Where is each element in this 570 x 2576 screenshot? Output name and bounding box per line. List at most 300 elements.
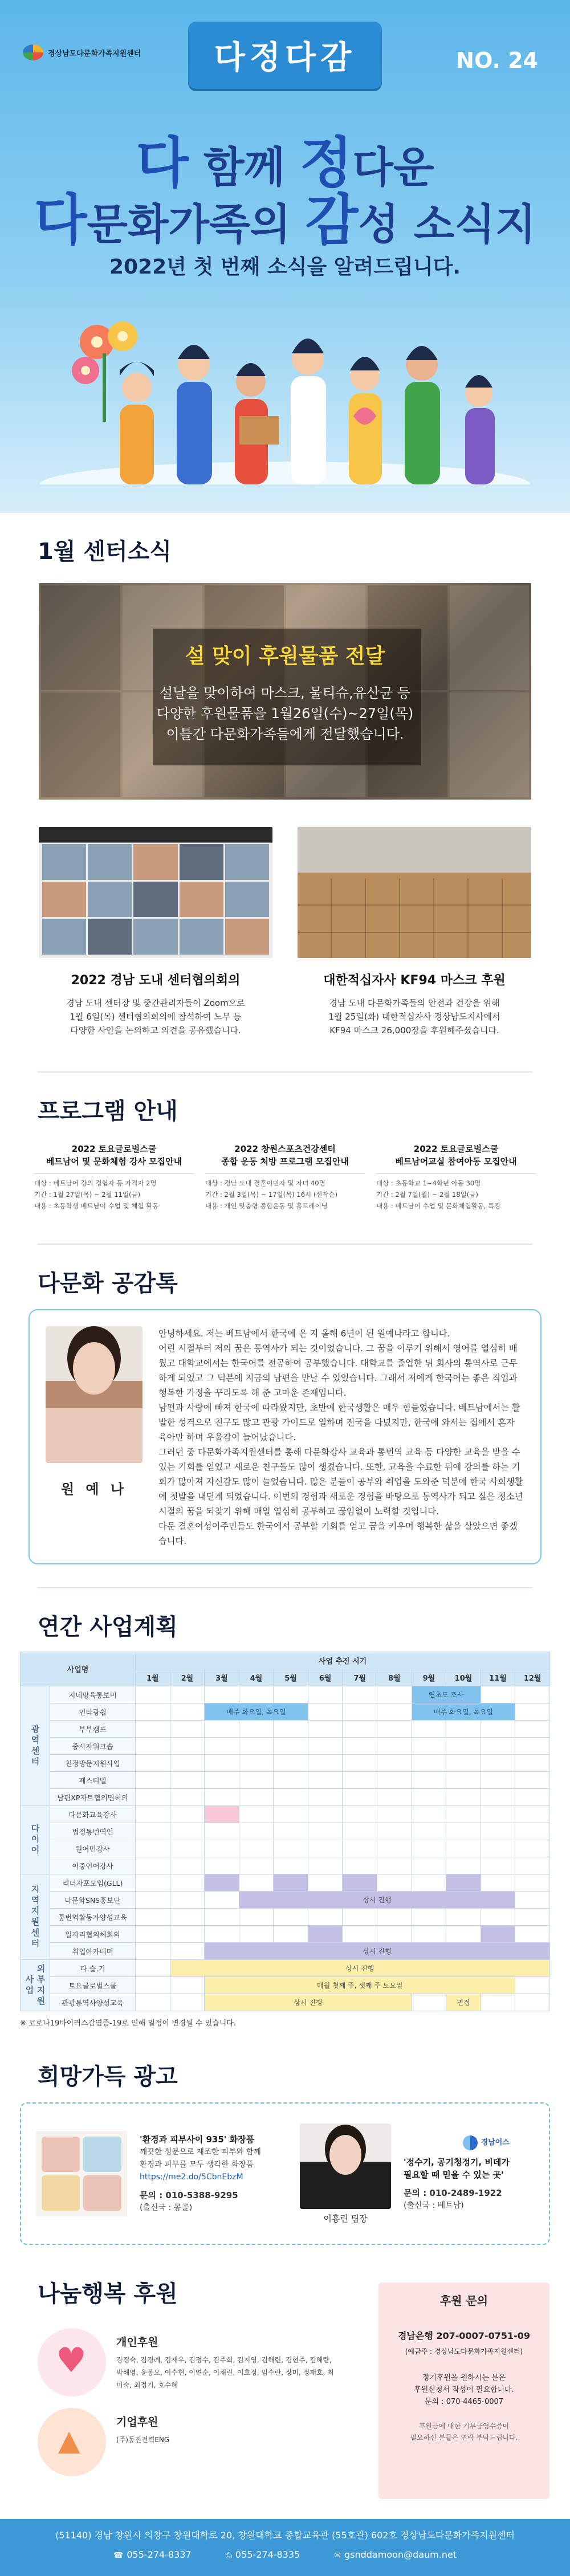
section-divider (38, 1587, 532, 1588)
schedule-empty-cell (274, 1909, 308, 1926)
schedule-header-row (21, 1652, 550, 1669)
schedule-empty-cell (136, 1806, 170, 1823)
schedule-empty-cell (481, 1755, 515, 1772)
schedule-empty-cell (481, 1994, 515, 2011)
schedule-empty-cell (205, 1686, 239, 1703)
schedule-empty-cell (274, 1857, 308, 1874)
schedule-empty-cell (274, 1789, 308, 1806)
schedule-empty-cell (343, 1789, 377, 1806)
banner-body: 설날을 맞이하여 마스크, 물티슈,유산균 등 다양한 후원물품을 1월26일(수)~27일(목) 이틀간 다문화가족들에게 전달했습니다. (156, 685, 414, 742)
schedule-program-name: 다문화교육강사 (50, 1806, 136, 1823)
schedule-empty-cell (446, 1926, 481, 1943)
schedule-empty-cell (308, 1703, 343, 1721)
schedule-period-bar: 매월 첫째 주, 셋째 주 토요일 (205, 1977, 515, 1994)
news-card-body: 경남 도내 다문화가족들의 안전과 건강을 위해 1월 25일(화) 대한적십자사 경상남도지사에서 KF94 마스크 26,000장을 후원해주셨습니다. (328, 998, 500, 1036)
schedule-empty-cell (239, 1874, 274, 1892)
schedule-program-name: 친정방문지원사업 (50, 1755, 136, 1772)
schedule-body (21, 1686, 550, 2011)
schedule-empty-cell (446, 1772, 481, 1789)
schedule-empty-cell (170, 1738, 205, 1755)
schedule-program-name: 페스티벌 (50, 1772, 136, 1789)
schedule-row (21, 1789, 550, 1806)
bank-account: 경남은행 207-0007-0751-09 (397, 2330, 531, 2341)
schedule-row (21, 1977, 550, 1994)
schedule-empty-cell (412, 1772, 446, 1789)
schedule-empty-cell (377, 1772, 412, 1789)
schedule-category: 지역지원센터 (21, 1874, 50, 1960)
schedule-empty-cell (481, 1686, 515, 1703)
hero-header (0, 0, 570, 513)
schedule-row (21, 1772, 550, 1789)
schedule-empty-cell (136, 1977, 170, 1994)
mail-icon: ✉ (334, 2551, 341, 2560)
advertiser-name: 이홍린 팀장 (323, 2213, 368, 2224)
program-list (34, 1143, 536, 1212)
news-cards (39, 827, 531, 1037)
story-box (28, 1309, 542, 1564)
schedule-empty-cell (377, 1738, 412, 1755)
schedule-empty-cell (481, 1874, 515, 1892)
schedule-program-name: 토요글로벌스쿨 (50, 1977, 136, 1994)
schedule-row (21, 1857, 550, 1874)
month-header: 10월 (446, 1669, 481, 1686)
headline-line-2: 다문화가족의 감성 소식지 (34, 188, 536, 252)
schedule-empty-cell (481, 1823, 515, 1840)
program-item (34, 1143, 194, 1212)
org-logo (23, 44, 141, 60)
schedule-empty-cell (308, 1806, 343, 1823)
schedule-empty-cell (412, 1857, 446, 1874)
month-header: 6월 (308, 1669, 343, 1686)
schedule-section (0, 1587, 570, 2028)
schedule-empty-cell (515, 1738, 550, 1755)
schedule-empty-cell (205, 1840, 239, 1857)
schedule-empty-cell (412, 1806, 446, 1823)
schedule-empty-cell (515, 1977, 550, 1994)
schedule-empty-cell (239, 1926, 274, 1943)
schedule-empty-cell (412, 1823, 446, 1840)
schedule-empty-cell (308, 1755, 343, 1772)
schedule-empty-cell (136, 1892, 170, 1909)
schedule-period-bar: 상시 진행 (170, 1960, 549, 1977)
schedule-empty-cell (239, 1772, 274, 1789)
people-illustration (34, 296, 536, 484)
month-header: 11월 (481, 1669, 515, 1686)
schedule-empty-cell (446, 1806, 481, 1823)
schedule-program-name: 리더자포모임(GLL) (50, 1874, 136, 1892)
schedule-period-bar (205, 1806, 239, 1823)
schedule-empty-cell (308, 1909, 343, 1926)
schedule-empty-cell (515, 1926, 550, 1943)
schedule-empty-cell (412, 1738, 446, 1755)
schedule-empty-cell (274, 1823, 308, 1840)
section-divider (38, 1071, 532, 1073)
section-title-share: 나눔행복 후원 (38, 2281, 178, 2307)
schedule-empty-cell (170, 1755, 205, 1772)
schedule-row (21, 1738, 550, 1755)
schedule-empty-cell (136, 1738, 170, 1755)
program-title: 2022 창원스포츠건강센터 종합 운동 처방 프로그램 모집안내 (221, 1144, 349, 1167)
schedule-empty-cell (515, 1874, 550, 1892)
schedule-empty-cell (515, 1686, 550, 1703)
schedule-empty-cell (239, 1789, 274, 1806)
schedule-category: 광역센터 (21, 1686, 50, 1806)
schedule-program-name: 다.슬.기 (50, 1960, 136, 1977)
schedule-row (21, 1840, 550, 1857)
schedule-period-bar (343, 1874, 377, 1892)
section-title-news: 1월 센터소식 (38, 539, 172, 565)
month-header: 3월 (205, 1669, 239, 1686)
schedule-empty-cell (481, 1909, 515, 1926)
schedule-program-name: 다문화SNS홍보단 (50, 1892, 136, 1909)
schedule-row (21, 1874, 550, 1892)
schedule-empty-cell (136, 1686, 170, 1703)
schedule-empty-cell (205, 1892, 239, 1909)
month-header: 7월 (343, 1669, 377, 1686)
schedule-empty-cell (170, 1806, 205, 1823)
schedule-period-bar (274, 1874, 308, 1892)
schedule-empty-cell (515, 1857, 550, 1874)
month-header: 4월 (239, 1669, 274, 1686)
schedule-empty-cell (136, 1874, 170, 1892)
schedule-row (21, 1909, 550, 1926)
schedule-empty-cell (239, 1755, 274, 1772)
zoom-meeting-photo (39, 827, 272, 958)
schedule-empty-cell (239, 1738, 274, 1755)
schedule-row (21, 1943, 550, 1960)
schedule-empty-cell (308, 1874, 343, 1892)
footer-email[interactable]: ✉ gsnddamoon@daum.net (334, 2549, 457, 2560)
schedule-empty-cell (446, 1857, 481, 1874)
account-holder: (예금주 : 경상남도다문화가족지원센터) (405, 2347, 523, 2355)
schedule-empty-cell (205, 1789, 239, 1806)
schedule-empty-cell (136, 1703, 170, 1721)
schedule-period-bar: 상시 진행 (205, 1994, 412, 2011)
schedule-period-bar: 매주 화요일, 목요일 (205, 1703, 308, 1721)
fax-icon: ⎙ (225, 2551, 232, 2560)
schedule-row (21, 1892, 550, 1909)
heart-hand-icon (38, 2328, 106, 2396)
schedule-empty-cell (515, 1789, 550, 1806)
schedule-empty-cell (481, 1738, 515, 1755)
schedule-empty-cell (446, 1738, 481, 1755)
author-name: 원 예 나 (60, 1481, 128, 1497)
schedule-empty-cell (343, 1806, 377, 1823)
schedule-program-name: 지네망육통보미 (50, 1686, 136, 1703)
schedule-empty-cell (170, 1977, 205, 1994)
schedule-empty-cell (343, 1772, 377, 1789)
schedule-empty-cell (515, 1772, 550, 1789)
schedule-empty-cell (481, 1721, 515, 1738)
section-title-program: 프로그램 안내 (38, 1098, 178, 1124)
schedule-empty-cell (274, 1926, 308, 1943)
mask-boxes-photo (298, 827, 531, 958)
sub-headline: 2022년 첫 번째 소식을 알려드립니다. (109, 255, 461, 279)
banner-photo (39, 583, 531, 800)
program-title: 2022 토요글로벌스쿨 베트남어교실 참여아동 모집안내 (395, 1144, 517, 1167)
schedule-empty-cell (136, 1823, 170, 1840)
schedule-empty-cell (274, 1806, 308, 1823)
schedule-empty-cell (170, 1703, 205, 1721)
schedule-row (21, 1926, 550, 1943)
schedule-empty-cell (343, 1926, 377, 1943)
section-title-hope: 희망가득 광고 (38, 2064, 178, 2090)
ad-cosmetics (21, 2104, 285, 2244)
col-header-period: 사업 추진 시기 (136, 1652, 550, 1669)
ad-water-purifier (285, 2104, 549, 2244)
schedule-empty-cell (170, 1686, 205, 1703)
cosmetics-image (36, 2131, 127, 2216)
brand-title: 다정다감 (188, 22, 382, 89)
schedule-empty-cell (170, 1926, 205, 1943)
org-logo-icon (23, 44, 43, 60)
schedule-period-bar (446, 1874, 481, 1892)
schedule-empty-cell (170, 1909, 205, 1926)
center-news-section (0, 513, 570, 1037)
schedule-empty-cell (377, 1686, 412, 1703)
schedule-empty-cell (446, 1840, 481, 1857)
donation-inquiry-box (378, 2282, 549, 2499)
schedule-program-name: 통번역활동가양성교육 (50, 1909, 136, 1926)
news-card-title: 대한적십자사 KF94 마스크 후원 (323, 973, 506, 988)
ad-person (300, 2123, 391, 2224)
program-item (205, 1143, 365, 1212)
schedule-program-name: 이중언어강사 (50, 1857, 136, 1874)
schedule-table (20, 1652, 550, 2011)
schedule-program-name: 원어민강사 (50, 1840, 136, 1857)
schedule-row (21, 1686, 550, 1703)
ad-box (20, 2102, 550, 2245)
schedule-empty-cell (136, 1994, 170, 2011)
schedule-row (21, 1823, 550, 1840)
schedule-empty-cell (205, 1926, 239, 1943)
schedule-empty-cell (205, 1755, 239, 1772)
schedule-empty-cell (377, 1840, 412, 1857)
footer (0, 2519, 570, 2576)
schedule-empty-cell (446, 1789, 481, 1806)
schedule-empty-cell (412, 1789, 446, 1806)
schedule-empty-cell (446, 1909, 481, 1926)
schedule-empty-cell (377, 1806, 412, 1823)
schedule-empty-cell (239, 1823, 274, 1840)
schedule-empty-cell (343, 1823, 377, 1840)
banner-title: 설 맞이 후원물품 전달 (185, 645, 385, 668)
month-header: 8월 (377, 1669, 412, 1686)
schedule-empty-cell (412, 1926, 446, 1943)
inquiry-text: 정기후원을 원하시는 분은 후원신청서 작성이 필요합니다. 문의 : 070-4465-0007 (414, 2374, 514, 2406)
inquiry-title: 후원 문의 (439, 2294, 488, 2308)
schedule-program-name: 인타광쉽 (50, 1703, 136, 1721)
schedule-period-bar: 상시 진행 (205, 1943, 550, 1960)
schedule-empty-cell (343, 1721, 377, 1738)
schedule-empty-cell (481, 1806, 515, 1823)
schedule-empty-cell (136, 1909, 170, 1926)
schedule-empty-cell (308, 1857, 343, 1874)
schedule-row (21, 1806, 550, 1823)
schedule-empty-cell (274, 1721, 308, 1738)
schedule-empty-cell (308, 1840, 343, 1857)
brand-logo: 경남어스 (404, 2135, 510, 2150)
schedule-empty-cell (205, 1721, 239, 1738)
schedule-empty-cell (205, 1823, 239, 1840)
schedule-empty-cell (170, 1721, 205, 1738)
brand-logo-icon (463, 2135, 478, 2150)
schedule-empty-cell (377, 1755, 412, 1772)
schedule-empty-cell (308, 1823, 343, 1840)
schedule-empty-cell (170, 1943, 205, 1960)
schedule-empty-cell (377, 1823, 412, 1840)
schedule-note: ※ 코로나19바이러스감염증-19로 인해 일정이 변경될 수 있습니다. (20, 2019, 236, 2028)
schedule-empty-cell (515, 1755, 550, 1772)
program-title: 2022 토요글로벌스쿨 베트남어 및 문화체험 강사 모집안내 (46, 1144, 182, 1167)
schedule-empty-cell (343, 1703, 377, 1721)
program-section (0, 1071, 570, 1212)
schedule-empty-cell (136, 1857, 170, 1874)
schedule-empty-cell (170, 1772, 205, 1789)
schedule-empty-cell (412, 1994, 446, 2011)
schedule-program-name: 관광통역사양성교육 (50, 1994, 136, 2011)
schedule-empty-cell (343, 1738, 377, 1755)
headline-line-1: 다 함께 정다운 (136, 131, 434, 195)
story-author (46, 1326, 142, 1548)
schedule-empty-cell (377, 1874, 412, 1892)
schedule-empty-cell (308, 1738, 343, 1755)
schedule-empty-cell (170, 1789, 205, 1806)
section-title-schedule: 연간 사업계획 (38, 1614, 178, 1640)
hope-ad-section (0, 2059, 570, 2245)
section-divider (38, 1244, 532, 1245)
schedule-empty-cell (481, 1789, 515, 1806)
schedule-empty-cell (170, 1823, 205, 1840)
schedule-program-name: 취업아카데미 (50, 1943, 136, 1960)
schedule-empty-cell (377, 1857, 412, 1874)
schedule-program-name: 법정통번역인 (50, 1823, 136, 1840)
story-text: 안녕하세요. 저는 베트남에서 한국에 온 지 올해 6년이 된 원예나라고 합니다. 어린 시절부터 저의 꿈은 통역사가 되는 것이었습니다. 그 꿈을 이루기 위해서 영어를 열심히 배웠고 대학교에서는 한국어를 전공하여 공부했습니다. 대학교를 졸업한 뒤 회사의 통역사로 근무하게 되었고 그 덕분에 지금의 남편을 만날 수 있었습니다. 그래서 저에게 한국어는 좋은 직업과 행복한 가정을 꾸리도록 해 준 고마운 존재입니다. 남편과 사랑에 빠져 한국에 따라왔지만, 초반에 한국생활은 매우 힘들었습니다. 베트남에서는 활발한 성격으로 친구도 많고 관광 가이드로 일하며 전국을 다녔지만, 한국에 와서는 집에서 혼자 육아만 하며 우울감이 늘어났습니다. 그러던 중 다문화가족지원센터를 통해 다문화강사 교육과 통번역 교육 등 다양한 교육을 받을 수 있는 기회를 얻었고 새로운 친구들도 많이 생겼습니다. 또한, 교육을 수료한 뒤에 강의를 하는 기회가 많아져 자신감도 많이 늘었습니다. 많은 분들이 공부와 취업을 도와준 덕분에 한국 사회생활에 첫발을 내딛게 되었습니다. 이번의 경험과 새로운 경험을 바탕으로 통역사가 되고 싶은 청소년 시절의 꿈을 되찾기 위해 매일 열심히 공부하고 끊임없이 노력할 것입니다. 다문 결혼여성이주민들도 한국에서 공부할 기회를 얻고 꿈을 키우며 행복한 삶을 살았으면 좋겠습니다. (158, 1328, 523, 1546)
col-header-name: 사업명 (21, 1652, 136, 1686)
schedule-empty-cell (136, 1755, 170, 1772)
org-name: 경상남도다문화가족지원센터 (48, 49, 141, 58)
schedule-empty-cell (515, 1892, 550, 1909)
schedule-empty-cell (481, 1857, 515, 1874)
schedule-empty-cell (308, 1721, 343, 1738)
schedule-row (21, 1755, 550, 1772)
schedule-empty-cell (515, 1909, 550, 1926)
schedule-row (21, 1960, 550, 1977)
schedule-period-bar: 매주 화요일, 목요일 (412, 1703, 515, 1721)
schedule-empty-cell (343, 1909, 377, 1926)
schedule-empty-cell (239, 1806, 274, 1823)
schedule-period-bar: 상시 진행 (239, 1892, 515, 1909)
schedule-empty-cell (412, 1840, 446, 1857)
donor-list (38, 2328, 334, 2476)
schedule-empty-cell (377, 1703, 412, 1721)
schedule-empty-cell (343, 1840, 377, 1857)
schedule-empty-cell (136, 1943, 170, 1960)
schedule-empty-cell (515, 1721, 550, 1738)
schedule-empty-cell (239, 1857, 274, 1874)
schedule-period-bar: 면접 (446, 1994, 481, 2011)
schedule-empty-cell (412, 1755, 446, 1772)
program-details: 대상 : 베트남어 강의 경험자 등 자격자 2명 기간 : 1월 27일(목) ~ 2월 11일(금) 내용 : 초등학생 베트남어 수업 및 체험 활동 (34, 1173, 194, 1212)
schedule-empty-cell (481, 1772, 515, 1789)
schedule-program-name: 남편XP자트협의면허의 (50, 1789, 136, 1806)
program-item (376, 1143, 536, 1212)
month-header: 5월 (274, 1669, 308, 1686)
schedule-empty-cell (170, 1857, 205, 1874)
footer-tel: ☎ 055-274-8337 (113, 2549, 192, 2560)
schedule-empty-cell (136, 1840, 170, 1857)
program-details: 대상 : 경남 도내 결혼이민자 및 자녀 40명 기간 : 2월 3일(목) ~ 17일(목) 16시 (선착순) 내용 : 개인 맞춤형 종합운동 및 홈트레이닝 (205, 1173, 365, 1212)
ad-text: '환경과 피부사이 935' 화장품 깨끗한 성분으로 제조한 피부와 함께 환경과 피부를 모두 생각한 화장품 https://me2.do/5CbnEbzM 문의 : 010-5388-9295 (출신국 : 몽골) (140, 2134, 261, 2212)
schedule-empty-cell (274, 1686, 308, 1703)
schedule-period-bar (308, 1926, 343, 1943)
schedule-empty-cell (412, 1874, 446, 1892)
schedule-category: 외부지원사업 (21, 1960, 50, 2011)
schedule-empty-cell (170, 1840, 205, 1857)
schedule-empty-cell (377, 1926, 412, 1943)
news-card-body: 경남 도내 센터장 및 중간관리자들이 Zoom으로 1월 6일(목) 센터협의회의에 참석하여 노무 등 다양한 사안을 논의하고 의견을 공유했습니다. (66, 998, 245, 1036)
issue-number: NO. 24 (456, 48, 538, 73)
schedule-category: 다이어 (21, 1806, 50, 1874)
schedule-empty-cell (412, 1909, 446, 1926)
individual-donors: ♥ 개인후원 강경숙, 김경례, 김재우, 김정수, 김주희, 김지영, 김해련, 김현주, 김혜란, 박해영, 윤봉오, 이수현, 이연순, 이채린, 이호정, 임수란, 장미, 정재호, 최미숙, 최정기, 호수혜 (38, 2328, 334, 2396)
news-card-title: 2022 경남 도내 센터협의회의 (71, 973, 241, 988)
schedule-empty-cell (343, 1857, 377, 1874)
schedule-empty-cell (239, 1840, 274, 1857)
news-card-meeting (39, 827, 272, 1037)
ad-text: 경남어스 '정수기, 공기청정기, 비데가 필요할 때 믿을 수 있는 곳' 문의 : 010-2489-1922 (출신국 : 베트남) (404, 2135, 510, 2212)
schedule-empty-cell (274, 1840, 308, 1857)
schedule-empty-cell (205, 1738, 239, 1755)
story-section (0, 1244, 570, 1564)
schedule-empty-cell (446, 1721, 481, 1738)
schedule-empty-cell (170, 1994, 205, 2011)
schedule-empty-cell (515, 1994, 550, 2011)
donation-section (0, 2276, 570, 2504)
schedule-program-name: 일자리협의체회의 (50, 1926, 136, 1943)
schedule-period-bar: 연초도 조사 (412, 1686, 481, 1703)
schedule-empty-cell (377, 1721, 412, 1738)
schedule-empty-cell (274, 1738, 308, 1755)
schedule-empty-cell (239, 1909, 274, 1926)
schedule-empty-cell (136, 1772, 170, 1789)
schedule-empty-cell (136, 1926, 170, 1943)
schedule-empty-cell (308, 1686, 343, 1703)
schedule-empty-cell (412, 1721, 446, 1738)
schedule-row (21, 1703, 550, 1721)
building-icon (38, 2408, 106, 2476)
schedule-empty-cell (136, 1789, 170, 1806)
schedule-empty-cell (170, 1892, 205, 1909)
ad-link[interactable]: https://me2.do/5CbnEbzM (140, 2173, 243, 2182)
schedule-empty-cell (446, 1823, 481, 1840)
schedule-empty-cell (308, 1789, 343, 1806)
month-header: 2월 (170, 1669, 205, 1686)
author-photo (46, 1326, 142, 1463)
month-header: 12월 (515, 1669, 550, 1686)
schedule-empty-cell (446, 1755, 481, 1772)
schedule-empty-cell (515, 1840, 550, 1857)
schedule-empty-cell (239, 1686, 274, 1703)
advertiser-photo (300, 2123, 391, 2209)
corporate-donors: ▲ 기업후원 (주)동진전력ENG (38, 2408, 334, 2476)
schedule-program-name: 중사자워크숍 (50, 1738, 136, 1755)
schedule-row (21, 1994, 550, 2011)
schedule-empty-cell (377, 1789, 412, 1806)
schedule-empty-cell (274, 1772, 308, 1789)
schedule-empty-cell (515, 1823, 550, 1840)
schedule-empty-cell (239, 1721, 274, 1738)
